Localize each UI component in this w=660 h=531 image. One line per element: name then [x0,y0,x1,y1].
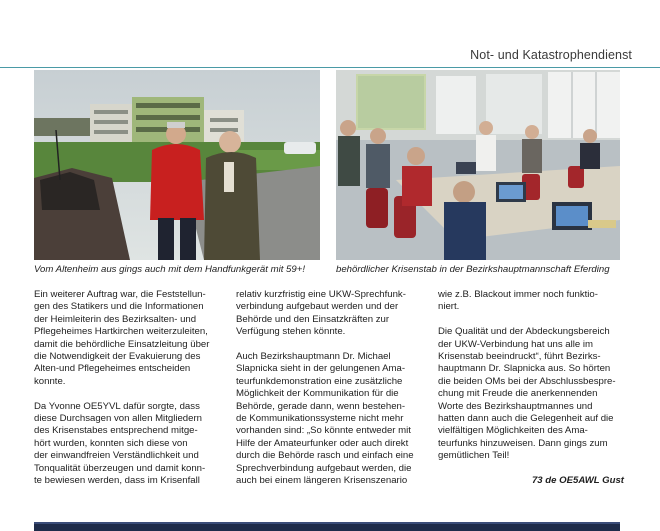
paragraph [34,289,226,388]
text-line: Hilfe der Amateurfunker oder auch direkt [236,437,409,449]
text-line: der UKW-Verbindung hat uns alle im [438,338,594,350]
text-line: hatten dann auch die Gelegenheit auf die [438,413,614,425]
text-line: Die Qualität und der Abdeckungsbereich [438,326,610,338]
author-signature: 73 de OE5AWL Gust [531,475,624,487]
text-line: die Notwendigkeit der Evakuierung des [34,351,201,363]
text-line: des Krisenstabes entsprechend mitge- [34,425,198,437]
paragraph [34,401,226,488]
text-line: Slapnicka sieht in der gelungenen Ama- [236,363,406,375]
text-line: Ein weiterer Auftrag war, die Feststellun- [34,289,206,300]
text-line: Verfügung stehen könnte. [236,326,346,338]
text-line: hauptmann Dr. Slapnicka aus. So hörten [438,363,611,375]
text-line: Worte des Bezirkshauptmannes und [438,400,593,412]
paragraph [438,326,624,462]
text-line: die beiden OMs bei der Abschlussbespre- [438,375,616,387]
text-column-3 [438,289,624,487]
text-line: verbindung aufgebaut werden und der [236,301,399,313]
text-line: hört wurden, konnten sich diese von [34,437,188,449]
text-line: chung mit Freude die anerkennenden [438,388,598,400]
text-line: wie z.B. Blackout immer noch funktio- [438,289,598,300]
text-line: vorhanden sind: „So könnte entweder mit [236,425,411,437]
text-line: relativ kurzfristig eine UKW-Sprechfunk- [236,289,406,300]
text-line: durch die Behörde rasch und einfach eine [236,450,414,462]
text-line: Behörde, gerade dann, wenn bestehen- [236,400,406,412]
text-line: der einwandfreien Verständlichkeit und [34,450,199,462]
footer-bar-highlight [34,522,620,524]
text-line: teurfunkdemonstration eine zusätzliche [236,375,403,387]
text-line: damit die behördliche Einsatzleitung über [34,338,210,350]
text-line: Pflegeheimes Hartkirchen weiterzuleiten, [34,326,208,338]
text-line: gemütlichen Teil! [438,450,510,462]
text-line: Da Yvonne OE5YVL dafür sorgte, dass [34,400,200,412]
text-line: Auch Bezirkshauptmann Dr. Michael [236,351,391,363]
text-line: Alten-und Pflegeheimes entscheiden [34,363,191,375]
photo-caption-left: Vom Altenheim aus gings auch mit dem Handfunkgerät mit 59+! [34,264,305,275]
text-line: Sprechverbindung aufgebaut werden, die [236,462,412,474]
text-line: Möglichkeit der Kommunikation für die [236,388,399,400]
text-line: Behörde und den Einsatzkräften zur [236,313,390,325]
footer-bar [34,522,620,531]
text-line: de Kommunikationssysteme nicht mehr [236,413,404,425]
text-line: Tonqualität überzeugen und damit konn- [34,462,206,474]
text-line: niert. [438,301,460,313]
header-divider [0,67,660,68]
text-line: der Heimleiterin des Bezirksalten- und [34,313,197,325]
paragraph [236,289,428,339]
text-line: vielfältigen Möglichkeiten des Ama- [438,425,588,437]
section-title: Not- und Katastrophendienst [470,48,632,62]
text-line: auch bei einem längeren Krisenszenario [236,475,408,487]
paragraph [438,289,624,314]
photo-outdoor-handheld [34,70,320,260]
text-line: diese Durchsagen von allen Mitgliedern [34,413,202,425]
photo-crisis-staff-room [336,70,620,260]
text-line: Krisenstab beeindruckt“, führt Bezirks- [438,351,601,363]
text-line: te bewiesen werden, dass im Krisenfall [34,475,200,487]
photo-caption-right: behördlicher Krisenstab in der Bezirkshauptmannschaft Eferding [336,264,610,275]
paragraph [236,351,428,487]
text-column-2 [236,289,428,500]
text-line: konnte. [34,375,66,387]
text-column-1 [34,289,226,500]
text-line: gen des Statikers und die Informationen [34,301,204,313]
text-line: teurfunks hinzuweisen. Dann gings zum [438,437,608,449]
